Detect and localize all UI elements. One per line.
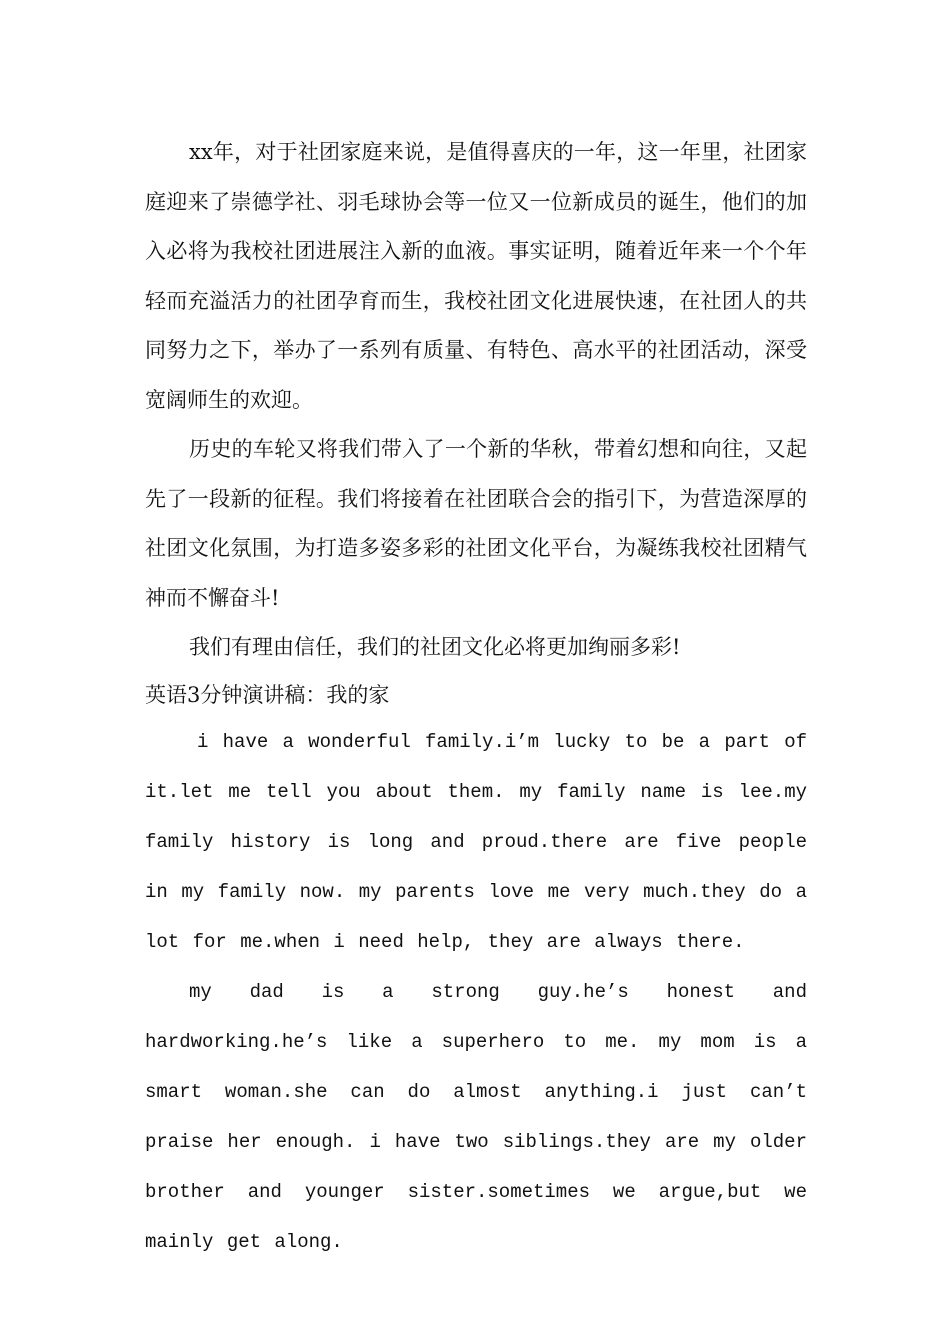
paragraph-zh-1: xx年，对于社团家庭来说，是值得喜庆的一年，这一年里，社团家庭迎来了崇德学社、羽毛球协会等一位又一位新成员的诞生，他们的加入必将为我校社团进展注入新的血液。事实证明，随着近年来一个个年轻而充溢活力的社团孕育而生，我校社团文化进展快速，在社团人的共同努力之下，举办了一系列有质量、有特色、高水平的社团活动，深受宽阔师生的欢迎。 [145, 140, 807, 412]
paragraph-en-1: i have a wonderful family.i’m lucky to be a part of it.let me tell you about them. my family name is lee.my family history is long and proud.there are five people in my family now. my parents love me very much.they do a lot for me.when i need help, they are always there. [145, 730, 807, 953]
paragraph-zh-2: 历史的车轮又将我们带入了一个新的华秋，带着幻想和向往，又起先了一段新的征程。我们将接着在社团联合会的指引下，为营造深厚的社团文化氛围，为打造多姿多彩的社团文化平台，为凝练我校社团精气神而不懈奋斗! [145, 437, 807, 610]
document-body [145, 128, 807, 1267]
speech-title: 英语3分钟演讲稿：我的家 [145, 682, 390, 707]
paragraph-zh-3: 我们有理由信任，我们的社团文化必将更加绚丽多彩! [189, 635, 681, 659]
paragraph-en-2: my dad is a strong guy.he’s honest and hardworking.he’s like a superhero to me. my mom is a smart woman.she can do almost anything.i just can’t praise her enough. i have two siblings.they are my older brother and younger sister.sometimes we argue,but we mainly get along. [145, 980, 807, 1253]
